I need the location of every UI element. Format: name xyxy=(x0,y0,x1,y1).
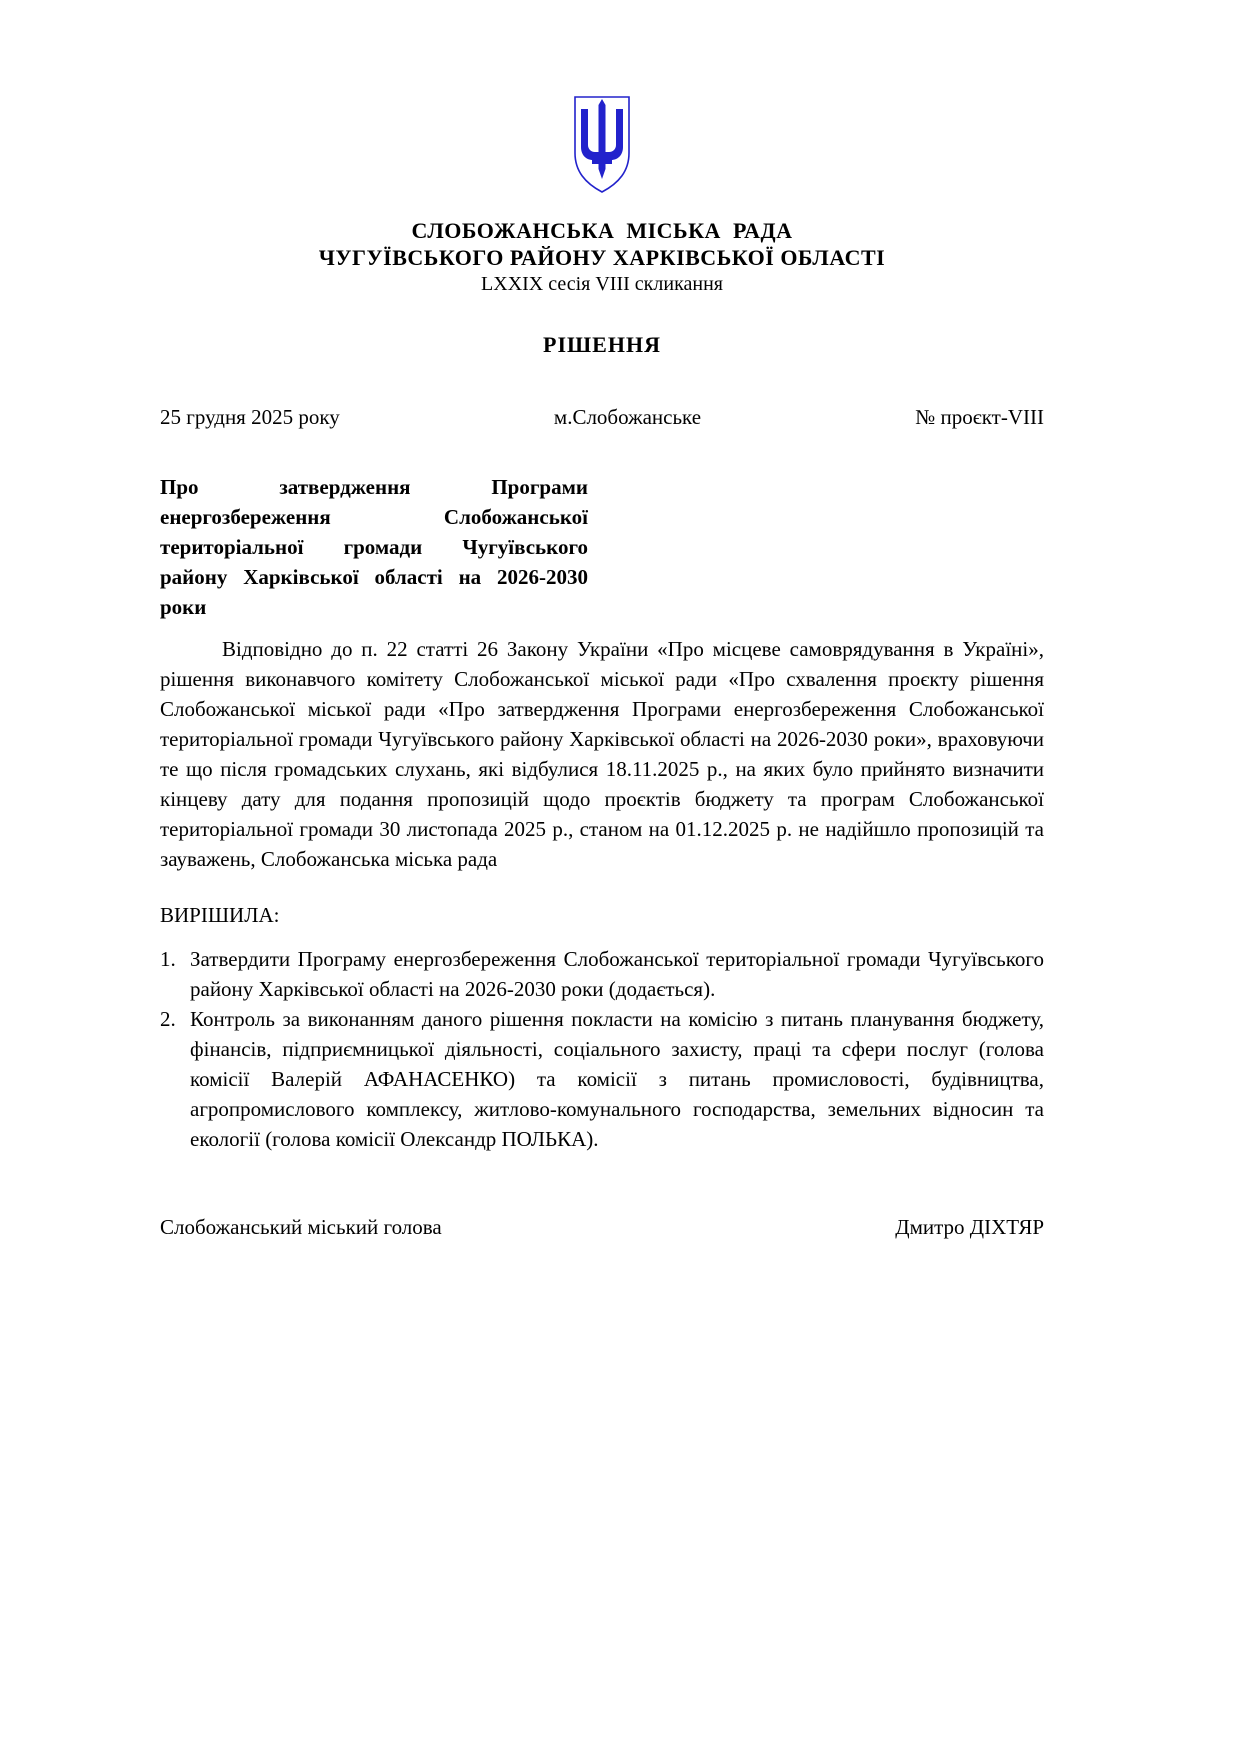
ukraine-trident-icon xyxy=(572,95,632,195)
item-number: 2. xyxy=(160,1007,176,1031)
resolved-label: ВИРІШИЛА: xyxy=(160,903,280,927)
item-text: Затвердити Програму енергозбереження Слобожанської територіальної громади Чугуївського району Харківської області на 2026-2030 роки (додається). xyxy=(190,947,1044,1001)
document-type-title: РІШЕННЯ xyxy=(543,332,661,357)
document-date: 25 грудня 2025 року xyxy=(160,405,340,429)
session-line: LXXIX сесія VIII скликання xyxy=(481,273,723,295)
item-text: Контроль за виконанням даного рішення покласти на комісію з питань планування бюджету, фінансів, підприємницької діяльності, соціального захисту, праці та сфери послуг (голова комісії Валерій АФАНАСЕНКО) та комісії з питань промисловості, будівництва, агропромислового комплексу, житлово-комунального господарства, земельних відносин та екології (голова комісії Олександр ПОЛЬКА). xyxy=(190,1007,1044,1151)
meta-row xyxy=(160,402,1044,432)
decision-items xyxy=(160,944,1044,1154)
subject-paragraph: Про затвердження Програми енергозбереження Слобожанської територіальної громади Чугуївського району Харківської області на 2026-2030 роки xyxy=(160,475,588,619)
signer-name: Дмитро ДІХТЯР xyxy=(895,1215,1044,1239)
document-place: м.Слобожанське xyxy=(553,405,702,429)
emblem-container xyxy=(160,95,1044,203)
council-district: ЧУГУЇВСЬКОГО РАЙОНУ ХАРКІВСЬКОЇ ОБЛАСТІ xyxy=(318,245,886,270)
signature-row xyxy=(160,1212,1044,1242)
document-number: № проєкт-VIII xyxy=(915,405,1044,429)
signer-position: Слобожанський міський голова xyxy=(160,1215,442,1239)
decision-item xyxy=(160,944,1044,1004)
council-name: СЛОБОЖАНСЬКА МІСЬКА РАДА xyxy=(411,218,793,243)
item-number: 1. xyxy=(160,947,176,971)
decision-item xyxy=(160,1004,1044,1154)
preamble-paragraph: Відповідно до п. 22 статті 26 Закону України «Про місцеве самоврядування в Україні», рішення виконавчого комітету Слобожанської міської ради «Про схвалення проєкту рішення Слобожанської міської ради «Про затвердження Програми енергозбереження Слобожанської територіальної громади Чугуївського району Харківської області на 2026-2030 роки», враховуючи те що після громадських слухань, які відбулися 18.11.2025 р., на яких було прийнято визначити кінцеву дату для подання пропозицій щодо проєктів бюджету та програм Слобожанської територіальної громади 30 листопада 2025 р., станом на 01.12.2025 р. не надійшло пропозицій та зауважень, Слобожанська міська рада xyxy=(160,637,1044,871)
